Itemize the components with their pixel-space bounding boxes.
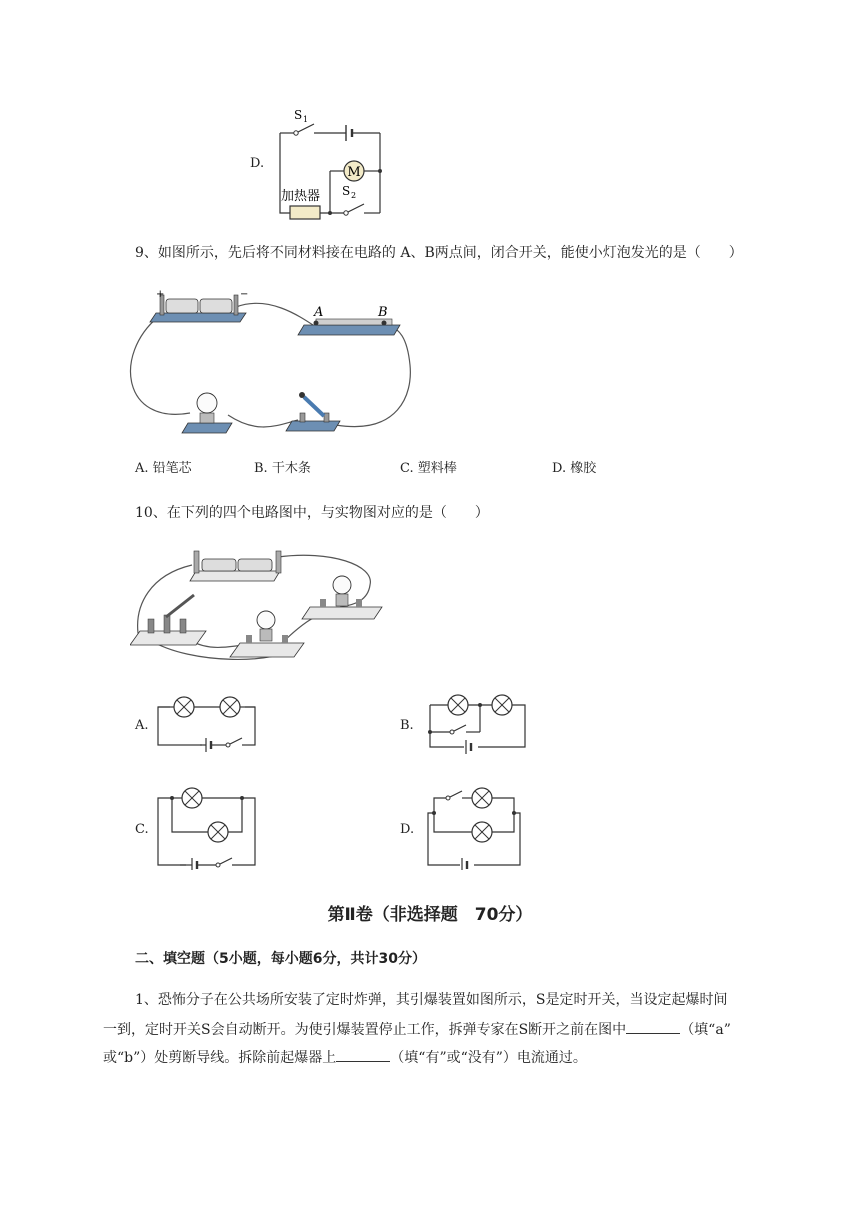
- lamp-1-icon: [472, 788, 492, 808]
- fill-q1-line2: [103, 1019, 731, 1040]
- s2-switch-pivot: [344, 211, 348, 215]
- q9-apparatus-figure: [128, 285, 418, 440]
- bulb-2-icon: [257, 611, 275, 629]
- fill-q1-line3-text: 或“b”）处剪断导线。拆除前起爆器上: [103, 1050, 337, 1066]
- lamp-2-icon: [220, 697, 240, 717]
- q8-circuit-d-diagram: [270, 100, 390, 220]
- q10-option-c-label: C.: [135, 822, 149, 837]
- section-subtitle: 二、填空题（5小题，每小题6分，共计30分）: [135, 951, 426, 967]
- q10-option-b-label: B.: [400, 718, 414, 733]
- lamp-1-icon: [448, 695, 468, 715]
- motor-label: M: [347, 165, 361, 180]
- heater-resistor: [290, 206, 320, 219]
- fill-q1-line3-hint: （填“有”或“没有”）电流通过。: [390, 1050, 587, 1066]
- q8-option-d-label: D.: [250, 156, 265, 171]
- q10-option-b-circuit: [420, 690, 535, 755]
- q10-question-text: 10、在下列的四个电路图中，与实物图对应的是（ ）: [135, 505, 489, 521]
- s2-switch-arm: [348, 204, 364, 212]
- knife-switch-2: [130, 595, 206, 645]
- section-title: 第Ⅱ卷（非选择题 70分）: [327, 905, 533, 925]
- q9-option-a: A. 铅笔芯: [135, 461, 192, 476]
- battery-holder: [150, 295, 246, 322]
- point-a-label: A: [314, 305, 324, 320]
- q10-option-a-label: A.: [135, 718, 149, 733]
- q9-option-d: D. 橡胶: [552, 461, 597, 476]
- switch-icon: [446, 796, 450, 800]
- bulb-2: [230, 611, 304, 657]
- q10-apparatus-figure: [130, 545, 390, 665]
- switch-icon: [216, 863, 220, 867]
- q9-option-c: C. 塑料棒: [400, 461, 457, 476]
- test-board-ab: [298, 319, 400, 335]
- fill-q1-line2-hint: （填“a”: [680, 1022, 731, 1038]
- answer-blank-1[interactable]: [626, 1019, 680, 1034]
- switch-icon: [226, 743, 230, 747]
- q10-option-d-circuit: [420, 785, 535, 870]
- s1-switch-arm: [298, 124, 314, 132]
- s1-label: S: [294, 108, 303, 122]
- lamp-2-icon: [208, 822, 228, 842]
- minus-sign: −: [240, 289, 249, 300]
- bulb-1-icon: [333, 576, 351, 594]
- q10-option-d-label: D.: [400, 822, 415, 837]
- heater-label: 加热器: [281, 189, 321, 204]
- s1-subscript: 1: [303, 115, 309, 124]
- q9-option-b: B. 干木条: [254, 461, 311, 476]
- q10-option-a-circuit: [150, 690, 265, 755]
- s1-switch-pivot: [294, 131, 298, 135]
- s2-label: S: [342, 184, 351, 198]
- fill-q1-line3: [103, 1047, 587, 1068]
- lamp-2-icon: [472, 822, 492, 842]
- bulb-icon: [197, 393, 217, 413]
- lamp-2-icon: [492, 695, 512, 715]
- fill-q1-line1: 1、恐怖分子在公共场所安装了定时炸弹，其引爆装置如图所示，S是定时开关，当设定起爆时间: [135, 992, 728, 1008]
- q10-option-c-circuit: [150, 785, 265, 870]
- q9-question-text: 9、如图所示，先后将不同材料接在电路的 A、B两点间，闭合开关，能使小灯泡发光的是（ ）: [135, 245, 743, 261]
- switch-icon: [450, 730, 454, 734]
- fill-q1-line2-text: 一到，定时开关S会自动断开。为使引爆装置停止工作，拆弹专家在S断开之前在图中: [103, 1022, 627, 1038]
- answer-blank-2[interactable]: [336, 1047, 390, 1062]
- lamp-1-icon: [174, 697, 194, 717]
- point-b-label: B: [378, 305, 388, 320]
- battery-holder-2: [190, 551, 281, 581]
- plus-sign: +: [156, 289, 165, 300]
- knife-switch: [286, 392, 340, 431]
- s2-subscript: 2: [351, 191, 357, 200]
- lamp-1-icon: [182, 788, 202, 808]
